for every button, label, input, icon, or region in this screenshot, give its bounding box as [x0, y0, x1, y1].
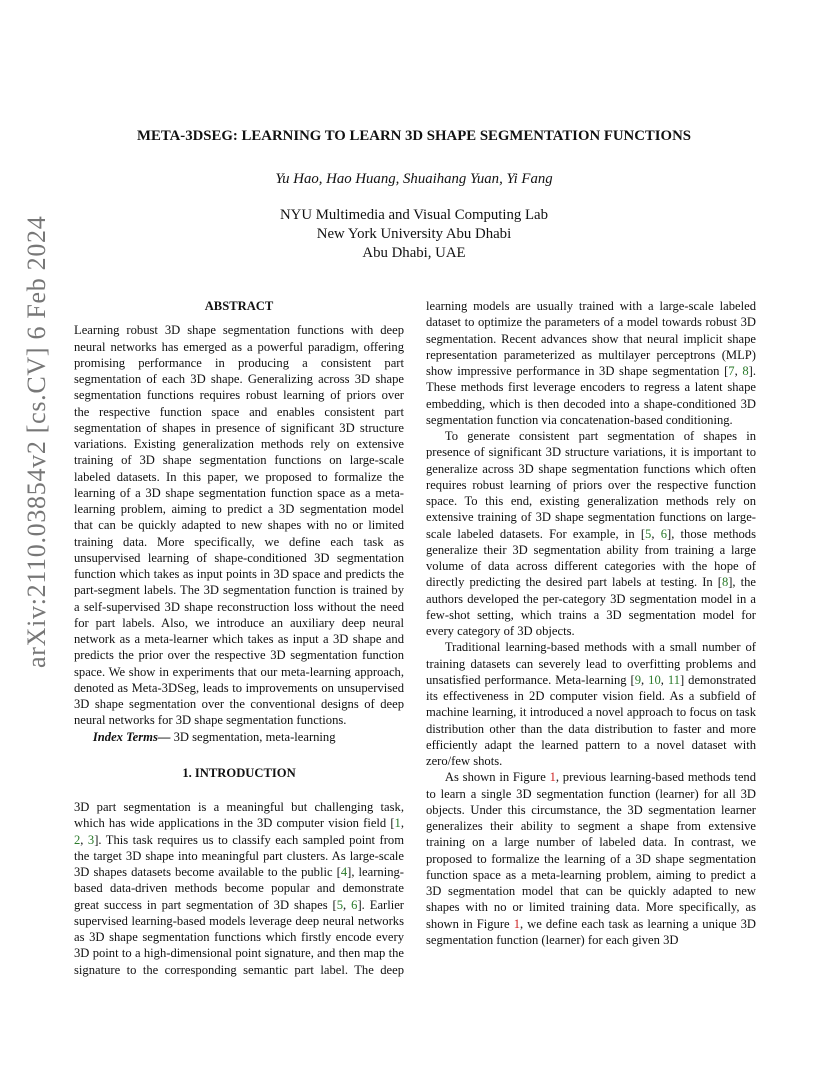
citation-link[interactable]: 9: [634, 672, 642, 687]
index-terms-text: 3D segmentation, meta-learning: [173, 729, 336, 744]
citation-link[interactable]: 10: [648, 672, 661, 687]
abstract-heading: ABSTRACT: [204, 299, 274, 313]
intro-paragraph-1-cont: learning models are usually trained with a large-scale labeled dataset to optimize the parameters of a model towards robust 3D segmentation. Recent advances show that neural implicit shape representation parameterized as multilayer perceptrons (MLP) show impressive performance in 3D shape segmentation [7, 8]. These methods first leverage encoders to regress a latent shape embedding, which is then decoded into a shape-conditioned 3D segmentation function via concatenation-based conditioning.: [426, 299, 756, 427]
citation-link[interactable]: 4: [340, 865, 348, 879]
index-terms-label: Index Terms—: [92, 729, 171, 744]
figure-link[interactable]: 1: [549, 770, 556, 785]
arxiv-identifier: arXiv:2110.03854v2 [cs.CV] 6 Feb 2024: [22, 215, 51, 668]
citation-link[interactable]: 7: [728, 364, 735, 378]
affiliation: [0, 206, 828, 263]
intro-paragraph-1: 3D part segmentation is a meaningful but challenging task, which has wide applications in the 3D computer vision field [1, 2, 3]. This task requires us to classify each sampled point from the target 3D shape into meaningful part clusters. As large-scale 3D shapes datasets become available to the public [4], learning-based data-driven methods become popular and demonstrate great success in part segmentation of 3D shapes [5, 6]. Earlier supervised learning-based models leverage deep neural networks as 3D shape segmentation functions which firstly encode every 3D point to a high-dimensional point signature, and then map the signature to the corresponding semantic part label. The deep: [74, 800, 405, 977]
intro-paragraph-4: As shown in Figure 1, previous learning-based methods tend to learn a single 3D segmentation function (learner) for all 3D objects. Under this circumstance, the 3D segmentation learner generalizes their ability to segment a shape from extensive training on a large number of labeled data. In contrast, we proposed to formalize the learning of a 3D shape segmentation function space as a meta-learning problem, aiming to predict a 3D segmentation model that can be quickly adapted to new shapes with no or limited training data. More specifically, as shown in Figure 1, we define each task as learning a unique 3D segmentation function (learner) for each given 3D: [426, 770, 756, 947]
citation-link[interactable]: 2: [74, 832, 81, 847]
figure-link[interactable]: 1: [513, 916, 520, 931]
citation-link[interactable]: 11: [667, 672, 680, 687]
citation-link[interactable]: 5: [645, 526, 652, 541]
intro-paragraph-3: Traditional learning-based methods with a small number of training datasets can severely lead to overfitting problems and unsatisfied performance. Meta-learning [9, 10, 11] demonstrated its effectiveness in 2D computer vision field. As a subfield of machine learning, it introduced a novel approach to focus on task distribution other than the data distribution to faster and more efficiently adapt the learned pattern to a novel dataset with zero/few shots.: [426, 640, 756, 768]
paper-title: META-3DSEG: LEARNING TO LEARN 3D SHAPE SEGMENTATION FUNCTIONS: [136, 128, 691, 144]
citation-link[interactable]: 3: [87, 832, 95, 847]
affiliation-line: New York University Abu Dhabi: [316, 226, 512, 242]
affiliation-line: NYU Multimedia and Visual Computing Lab: [279, 207, 549, 223]
citation-link[interactable]: 6: [660, 526, 667, 541]
index-terms: [74, 729, 404, 745]
right-column: [426, 298, 756, 948]
abstract-text: Learning robust 3D shape segmentation functions with deep neural networks has emerged as a powerful paradigm, offering promising performance in producing a consistent part segmentation of each 3D shape. Generalizing across 3D shape segmentation functions requires robust learning of priors over the respective function space and enables consistent part segmentation of shapes in presence of significant 3D structure variations. Existing generalization methods rely on extensive training of 3D shape segmentation functions on large-scale labeled datasets. In this paper, we proposed to formalize the learning of a 3D shape segmentation function space as a meta-learning problem, aiming to predict a 3D segmentation model that can be quickly adapted to new shapes with no or limited training data. More specifically, we define each task as unsupervised learning of shape-conditioned 3D segmentation function which takes as input points in 3D space and predicts the part-segment labels. The 3D segmentation function is trained by a self-supervised 3D shape reconstruction loss without the need for part labels. Also, we introduce an auxiliary deep neural network as a meta-learner which takes as input a 3D shape and predicts the prior over the respective 3D segmentation function space. We show in experiments that our meta-learning approach, denoted as Meta-3DSeg, leads to improvements on unsupervised 3D shape segmentation over the conventional designs of deep neural networks for 3D shape segmentation functions.: [74, 323, 404, 728]
citation-link[interactable]: 8: [742, 364, 749, 378]
left-column: [74, 298, 404, 978]
citation-link[interactable]: 5: [336, 897, 344, 912]
citation-link[interactable]: 6: [351, 897, 358, 912]
citation-link[interactable]: 8: [721, 575, 729, 590]
authors: Yu Hao, Hao Huang, Shuaihang Yuan, Yi Fang: [275, 171, 553, 187]
affiliation-line: Abu Dhabi, UAE: [362, 245, 466, 261]
citation-link[interactable]: 1: [394, 816, 401, 831]
intro-paragraph-2: To generate consistent part segmentation of shapes in presence of significant 3D structure variations, it is important to generalize across 3D shape segmentation functions which often requires robust learning of priors over the respective function space. To this end, existing generalization methods rely on extensive training of 3D shape segmentation functions on large-scale labeled datasets. For example, in [5, 6], those methods generalize their 3D segmentation ability from training a large volume of data across different categories with the hope of directly predicting the desired part labels at testing. In [8], the authors developed the per-category 3D segmentation model in a few-shot setting, which trains a 3D segmentation model for every category of 3D objects.: [426, 429, 757, 638]
section-heading-introduction: 1. INTRODUCTION: [182, 765, 296, 780]
